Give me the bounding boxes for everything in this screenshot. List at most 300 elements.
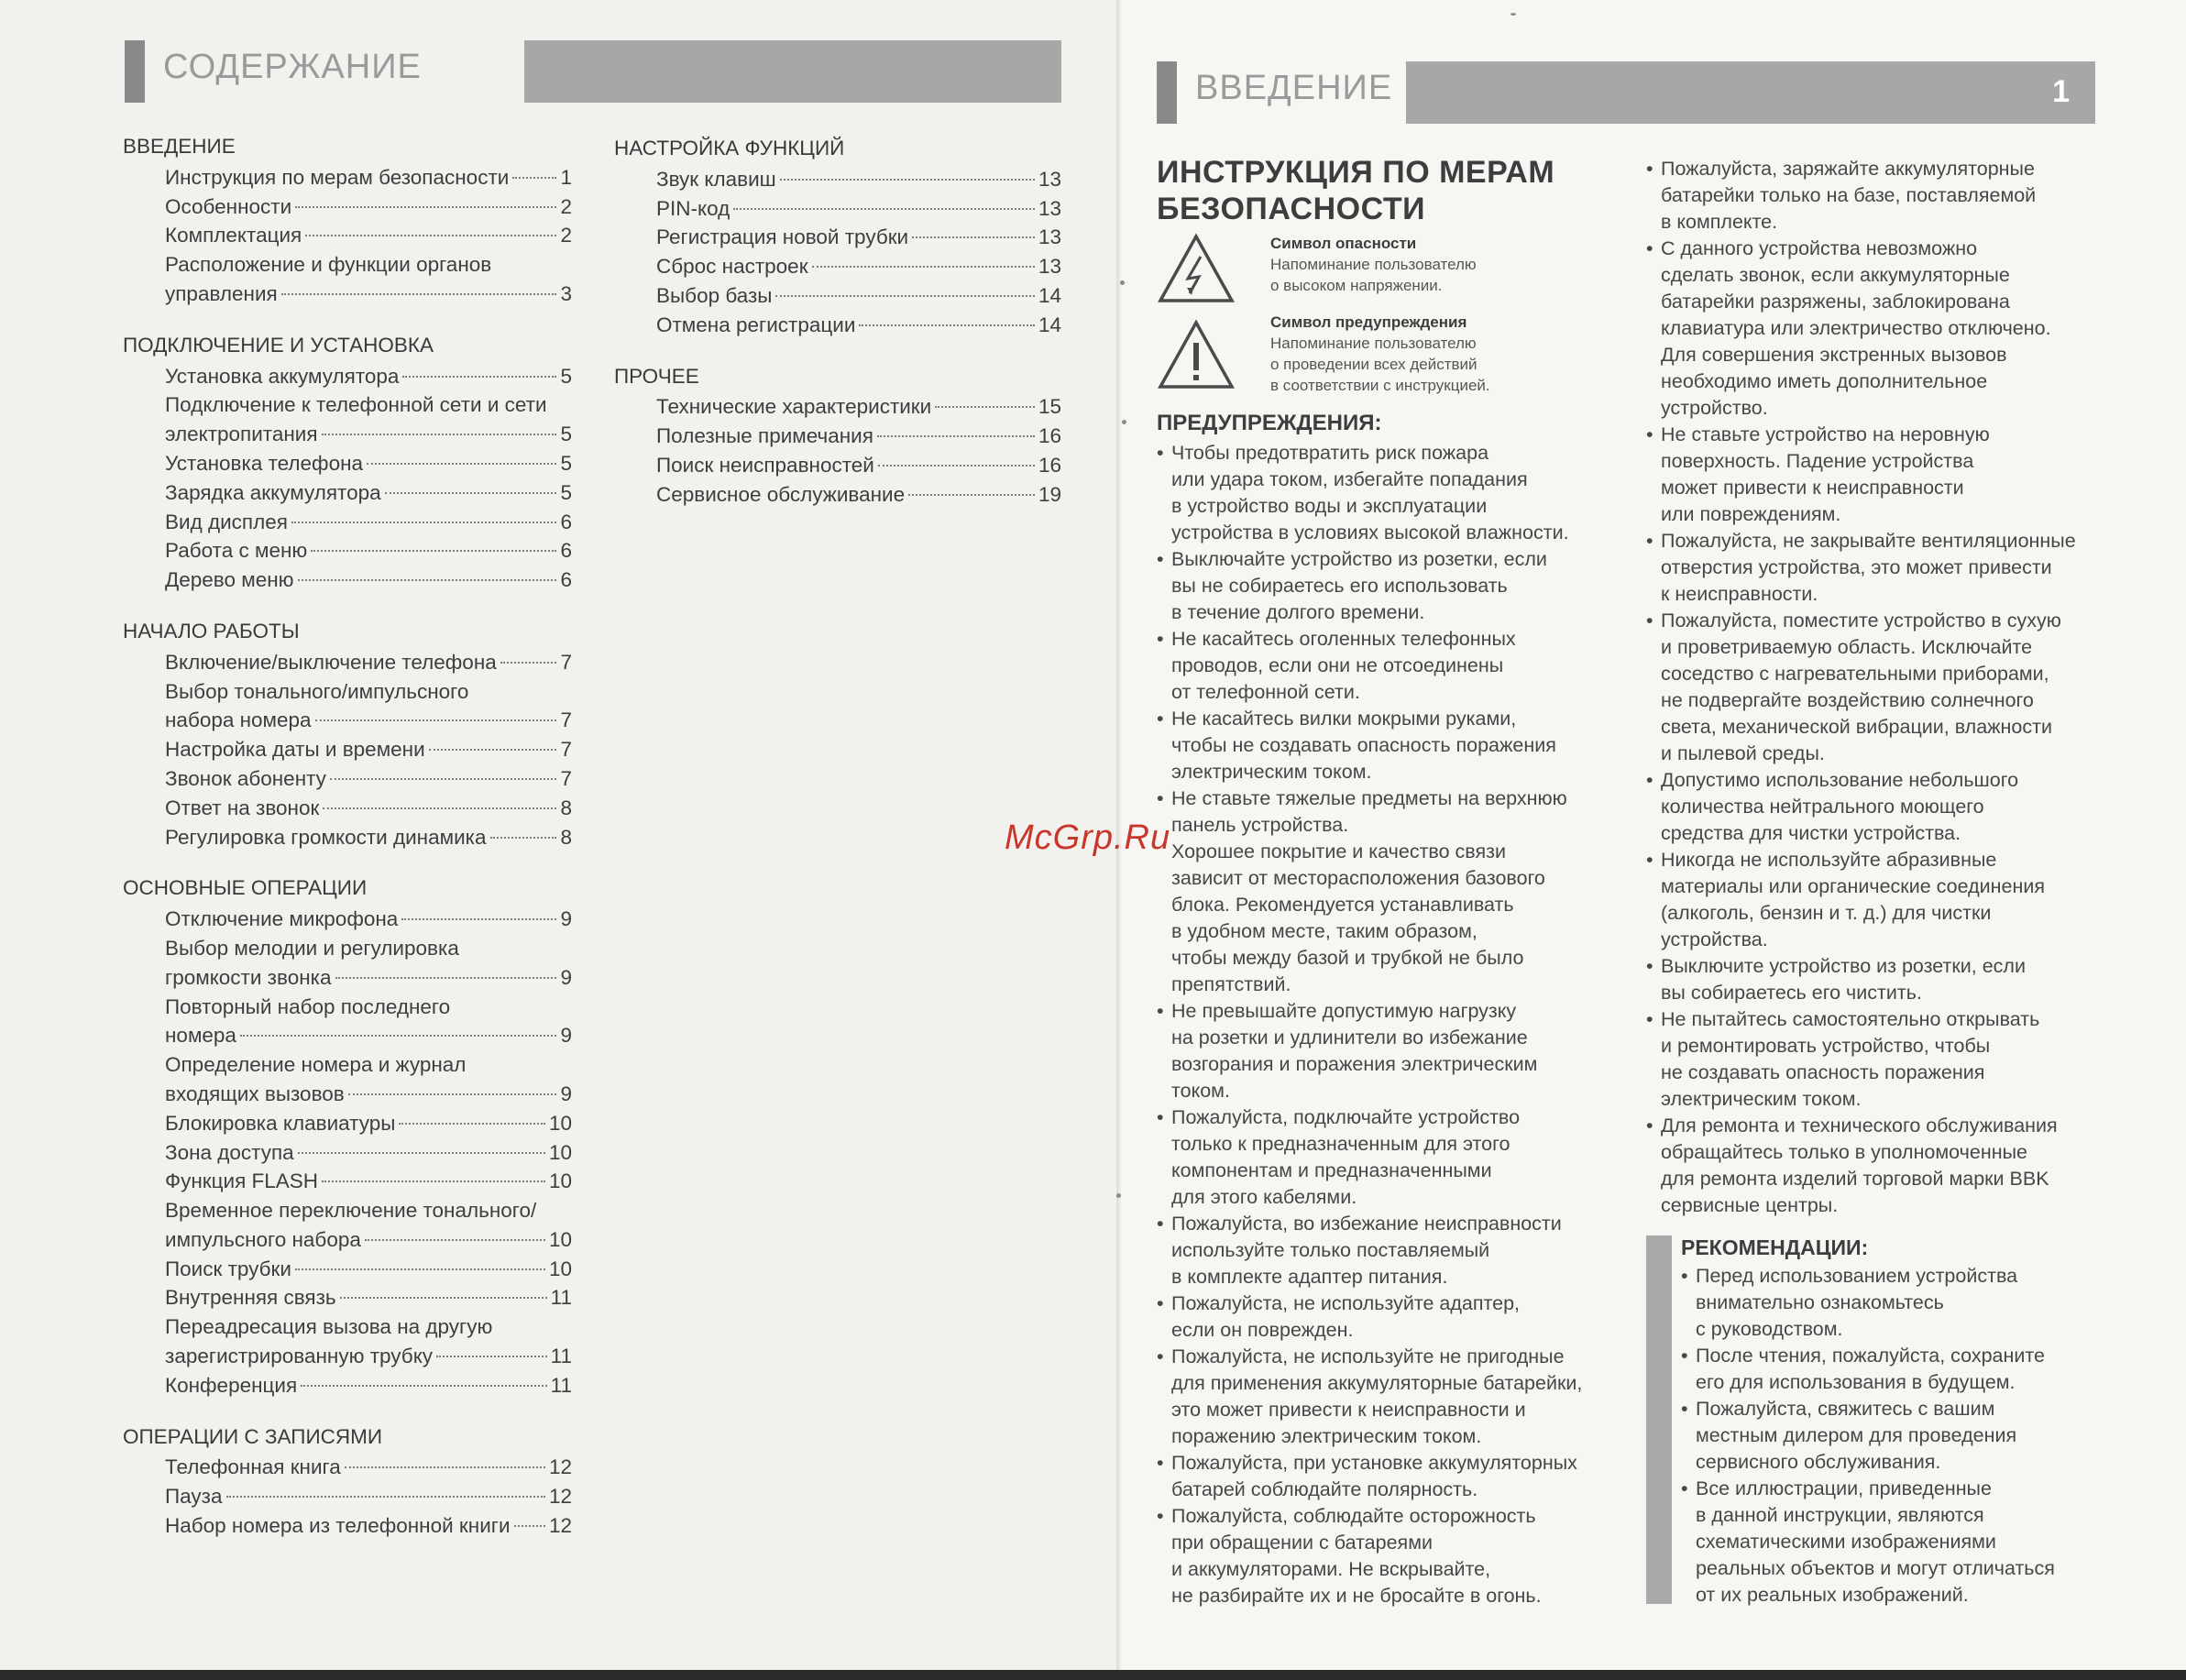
bullet-line: для этого кабелями. xyxy=(1171,1186,1357,1208)
bullet-line: компонентам и предназначенными xyxy=(1171,1159,1492,1181)
bullet-line: для ремонта изделий торговой марки BBK xyxy=(1661,1168,2049,1190)
toc-page-number: 7 xyxy=(560,738,572,762)
toc-leader-dots xyxy=(367,463,556,465)
toc-entry-line: Повторный набор последнего xyxy=(165,994,451,1018)
toc-entry-title: Набор номера из телефонной книги xyxy=(165,1514,511,1538)
bullet-line: материалы или органические соединения xyxy=(1661,875,2045,897)
bullet-line: • После чтения, пожалуйста, сохраните xyxy=(1696,1345,2045,1367)
safety-title: ИНСТРУКЦИЯ ПО МЕРАМ БЕЗОПАСНОСТИ xyxy=(1157,155,1555,226)
bullet-item xyxy=(1157,1104,1624,1211)
bullet-line: • Для ремонта и технического обслуживания xyxy=(1661,1115,2058,1136)
bullet-line: может привести к неисправности xyxy=(1661,477,1964,499)
toc-page-number: 13 xyxy=(1038,225,1061,249)
toc-leader-dots xyxy=(322,434,557,435)
bullet-line: • Пожалуйста, заряжайте аккумуляторные xyxy=(1661,158,2035,180)
bullet-line: • Пожалуйста, свяжитесь с вашим xyxy=(1696,1398,1995,1420)
toc-entry xyxy=(123,1371,572,1400)
toc-entry xyxy=(123,1342,572,1371)
toc-entry xyxy=(123,706,572,735)
toc-page-number: 9 xyxy=(560,907,572,931)
bullet-line: не подвергайте воздействию солнечного xyxy=(1661,689,2034,711)
toc-section-title: ОПЕРАЦИИ С ЗАПИСЯМИ xyxy=(123,1424,383,1448)
bullet-line: от телефонной сети. xyxy=(1171,681,1360,703)
toc-leader-dots xyxy=(780,179,1035,181)
toc-entry-title: Отмена регистрации xyxy=(656,313,856,336)
bullet-line: его для использования в будущем. xyxy=(1696,1371,2016,1393)
toc-leader-dots xyxy=(295,1268,545,1270)
toc-leader-dots xyxy=(240,1035,557,1037)
toc-entry-title: Особенности xyxy=(165,194,292,218)
bullet-item xyxy=(1646,422,2123,528)
bullet-line: • Пожалуйста, не используйте не пригодные xyxy=(1171,1345,1565,1367)
toc-entry xyxy=(123,1255,572,1284)
toc-leader-dots xyxy=(226,1496,545,1498)
bullet-item xyxy=(1157,785,1624,839)
toc-leader-dots xyxy=(291,522,557,523)
bullet-line: сделать звонок, если аккумуляторные xyxy=(1661,264,2010,286)
bullet-line: поверхность. Падение устройства xyxy=(1661,450,1974,472)
toc-entry-line: Выбор тонального/импульсного xyxy=(165,679,469,703)
toc-page-number: 13 xyxy=(1038,255,1061,279)
bullet-item xyxy=(1681,1396,2112,1476)
scan-speck xyxy=(1120,280,1125,285)
recommendations-title: РЕКОМЕНДАЦИИ: xyxy=(1681,1235,1869,1259)
bullet-item xyxy=(1646,156,2123,236)
bullet-item xyxy=(1157,1450,1624,1503)
toc-leader-dots xyxy=(878,465,1035,467)
scan-speck xyxy=(1116,1193,1121,1198)
toc-entry xyxy=(123,420,572,449)
toc-page-number: 12 xyxy=(548,1514,572,1538)
toc-entry-title: Установка телефона xyxy=(165,451,364,475)
toc-entry-line: Расположение и функции органов xyxy=(165,253,492,277)
bullet-item xyxy=(1646,1006,2123,1113)
bullet-line: к неисправности. xyxy=(1661,583,1818,605)
toc-entry-title: Дерево меню xyxy=(165,568,294,592)
bullet-line: батарей соблюдайте полярность. xyxy=(1171,1478,1478,1500)
toc-entry-line: Переадресация вызова на другую xyxy=(165,1315,493,1339)
toc-entry xyxy=(123,1080,572,1109)
toc-entry-title: Телефонная книга xyxy=(165,1455,341,1479)
bullet-item xyxy=(1681,1476,2112,1609)
bullet-item xyxy=(1646,1113,2123,1219)
contents-header xyxy=(125,40,1061,103)
toc-leader-dots xyxy=(775,295,1035,297)
toc-entry xyxy=(123,163,572,192)
bullet-line: • Никогда не используйте абразивные xyxy=(1661,849,1997,871)
bullet-item xyxy=(1157,546,1624,626)
toc-entry-title: Комплектация xyxy=(165,224,302,247)
toc-entry xyxy=(123,449,572,478)
bullet-line: • Выключите устройство из розетки, если xyxy=(1661,955,2026,977)
toc-entry xyxy=(614,194,1061,224)
bullet-line: Для совершения экстренных вызовов xyxy=(1661,344,2007,366)
toc-page-number: 10 xyxy=(548,1111,572,1135)
toc-entry xyxy=(123,1453,572,1482)
toc-entry-title: Отключение микрофона xyxy=(165,907,399,931)
bullet-line: • Выключайте устройство из розетки, если xyxy=(1171,548,1547,570)
bullet-line: в данной инструкции, являются xyxy=(1696,1504,1984,1526)
recommendations-list xyxy=(1681,1263,2112,1609)
toc-entry xyxy=(614,311,1061,340)
toc-entry xyxy=(123,508,572,537)
bullet-line: количества нейтрального моющего xyxy=(1661,796,1984,818)
bullet-line: • Пожалуйста, соблюдайте осторожность xyxy=(1171,1505,1536,1527)
bullet-line: обращайтесь только в уполномоченные xyxy=(1661,1141,2027,1163)
bullet-line: поражению электрическим током. xyxy=(1171,1425,1482,1447)
bullet-line: электрическим током. xyxy=(1661,1088,1862,1110)
warning-symbol-row: Символ предупреждения Напоминание пользователю о проведении всех действий в соответствии с инструкцией. xyxy=(1157,312,1587,403)
toc-entry xyxy=(123,478,572,508)
exclamation-icon xyxy=(1157,319,1236,390)
watermark: McGrp.Ru xyxy=(1005,818,1171,857)
bullet-item xyxy=(1646,953,2123,1006)
toc-entry xyxy=(123,221,572,250)
toc-section-title: НАСТРОЙКА ФУНКЦИЙ xyxy=(614,137,845,159)
toc-page-number: 9 xyxy=(560,1024,572,1048)
toc-page-number: 12 xyxy=(548,1455,572,1479)
toc-entry-title: Поиск трубки xyxy=(165,1257,291,1280)
toc-entry xyxy=(123,1225,572,1255)
toc-entry-title: PIN-код xyxy=(656,196,730,220)
toc-page-number: 16 xyxy=(1038,453,1061,477)
bullet-line: батарейки разряжены, заблокирована xyxy=(1661,291,2010,313)
bullet-item xyxy=(1646,608,2123,767)
bullet-line: от их реальных изображений. xyxy=(1696,1584,1969,1606)
bullet-line: • Все иллюстрации, приведенные xyxy=(1696,1477,1992,1499)
bullet-line: света, механической вибрации, влажности xyxy=(1661,716,2052,738)
toc-entry-title: Технические характеристики xyxy=(656,395,932,419)
bullet-line: в комплекте адаптер питания. xyxy=(1171,1266,1448,1288)
toc-entry-title: Вид дисплея xyxy=(165,510,288,533)
toc-entry-title: Блокировка клавиатуры xyxy=(165,1111,396,1135)
bullet-line: в устройство воды и эксплуатации xyxy=(1171,495,1488,517)
toc-entry-title: Полезные примечания xyxy=(656,424,873,448)
toc-page-number: 6 xyxy=(560,568,572,592)
toc-entry xyxy=(614,392,1061,422)
high-voltage-icon xyxy=(1157,233,1236,304)
warnings-list-left xyxy=(1157,440,1624,1609)
bullet-line: для применения аккумуляторные батарейки, xyxy=(1171,1372,1583,1394)
bullet-line: и аккумуляторами. Не вскрывайте, xyxy=(1171,1558,1491,1580)
toc-leader-dots xyxy=(436,1356,547,1357)
toc-page-number: 5 xyxy=(560,423,572,446)
toc-entry xyxy=(614,223,1061,252)
toc-leader-dots xyxy=(401,918,556,920)
bullet-line: чтобы между базой и трубкой не было xyxy=(1171,947,1524,969)
toc-leader-dots xyxy=(399,1123,545,1125)
bullet-line: используйте только поставляемый xyxy=(1171,1239,1490,1261)
bullet-line: • Не касайтесь вилки мокрыми руками, xyxy=(1171,708,1517,730)
toc-entry-title: Настройка даты и времени xyxy=(165,738,425,762)
bullet-line: • Чтобы предотвратить риск пожара xyxy=(1171,442,1489,464)
bullet-item xyxy=(1157,1503,1624,1609)
bullet-line: сервисного обслуживания. xyxy=(1696,1451,1941,1473)
toc-entry xyxy=(614,480,1061,510)
toc-entry xyxy=(614,281,1061,311)
toc-page-number: 11 xyxy=(550,1286,572,1310)
bullet-line: отверстия устройства, это может привести xyxy=(1661,556,2052,578)
bullet-line: током. xyxy=(1171,1080,1230,1102)
bullet-line: батарейки только на базе, поставляемой xyxy=(1661,184,2037,206)
bullet-item xyxy=(1157,839,1624,998)
bullet-item xyxy=(1157,1211,1624,1290)
toc-entry xyxy=(123,764,572,794)
toc-section-title: НАЧАЛО РАБОТЫ xyxy=(123,619,300,642)
toc-page-number: 5 xyxy=(560,480,572,504)
toc-entry-title: Звонок абоненту xyxy=(165,766,326,790)
toc-entry xyxy=(123,823,572,852)
toc-leader-dots xyxy=(365,1239,545,1241)
toc-entry-title: электропитания xyxy=(165,423,318,446)
bullet-line: местным дилером для проведения xyxy=(1696,1424,2017,1446)
toc-entry xyxy=(123,1482,572,1511)
toc-column-right xyxy=(614,134,1061,510)
bullet-line: • Пожалуйста, поместите устройство в сухую xyxy=(1661,609,2061,631)
toc-entry-title: Зарядка аккумулятора xyxy=(165,480,381,504)
bullet-line: схематическими изображениями xyxy=(1696,1531,1996,1553)
toc-page-number: 6 xyxy=(560,510,572,533)
bullet-line: • Не пытайтесь самостоятельно открывать xyxy=(1661,1008,2040,1030)
toc-column-left xyxy=(123,132,572,1541)
toc-leader-dots xyxy=(490,837,557,839)
toc-page-number: 14 xyxy=(1038,313,1061,336)
toc-leader-dots xyxy=(812,266,1035,268)
bullet-line: с руководством. xyxy=(1696,1318,1843,1340)
bullet-item xyxy=(1646,528,2123,608)
toc-leader-dots xyxy=(514,1525,545,1527)
toc-page-number: 7 xyxy=(560,708,572,732)
toc-leader-dots xyxy=(298,1152,545,1154)
toc-page-number: 10 xyxy=(548,1227,572,1251)
symbols-block xyxy=(1157,233,1587,403)
bullet-line: и пылевой среды. xyxy=(1661,742,1825,764)
toc-entry xyxy=(123,1138,572,1168)
toc-section-title: ОСНОВНЫЕ ОПЕРАЦИИ xyxy=(123,876,368,900)
toc-entry-title: управления xyxy=(165,281,278,305)
toc-entry-title: Внутренняя связь xyxy=(165,1286,336,1310)
bullet-line: • Не ставьте тяжелые предметы на верхнюю xyxy=(1171,787,1567,809)
bullet-line: клавиатура или электричество отключено. xyxy=(1661,317,2051,339)
toc-page-number: 11 xyxy=(550,1373,572,1397)
toc-entry-title: Сброс настроек xyxy=(656,255,808,279)
bullet-item xyxy=(1646,236,2123,422)
bullet-item xyxy=(1646,767,2123,847)
toc-entry-line: Выбор мелодии и регулировка xyxy=(165,936,459,960)
toc-leader-dots xyxy=(305,235,556,236)
bullet-line: внимательно ознакомьтесь xyxy=(1696,1291,1944,1313)
toc-leader-dots xyxy=(301,1385,546,1387)
toc-leader-dots xyxy=(402,376,556,378)
toc-page-number: 2 xyxy=(560,224,572,247)
bullet-line: в течение долгого времени. xyxy=(1171,601,1425,623)
toc-leader-dots xyxy=(323,807,556,809)
warnings-list-right xyxy=(1646,156,2123,1219)
toc-entry xyxy=(123,192,572,222)
scan-speck xyxy=(1122,420,1126,424)
bullet-line: при обращении с батареями xyxy=(1171,1532,1433,1554)
toc-entry xyxy=(123,905,572,934)
toc-entry-title: входящих вызовов xyxy=(165,1082,345,1105)
toc-page-number: 15 xyxy=(1038,395,1061,419)
toc-page-number: 9 xyxy=(560,1082,572,1105)
toc-entry-title: Пауза xyxy=(165,1485,223,1509)
danger-symbol-row: Символ опасности Напоминание пользователю о высоком напряжении. xyxy=(1157,233,1587,312)
toc-section-title: ПОДКЛЮЧЕНИЕ И УСТАНОВКА xyxy=(123,333,434,357)
bullet-line: • С данного устройства невозможно xyxy=(1661,237,1978,259)
bullet-item xyxy=(1681,1343,2112,1396)
toc-entry-title: импульсного набора xyxy=(165,1227,361,1251)
bullet-line: электрическим током. xyxy=(1171,761,1372,783)
toc-leader-dots xyxy=(385,492,557,494)
toc-entry-title: Регистрация новой трубки xyxy=(656,225,909,249)
toc-entry xyxy=(614,451,1061,480)
toc-page-number: 5 xyxy=(560,364,572,388)
toc-entry-title: Сервисное обслуживание xyxy=(656,482,906,506)
toc-page-number: 10 xyxy=(548,1140,572,1164)
bullet-line: (алкоголь, бензин и т. д.) для чистки xyxy=(1661,902,1992,924)
bullet-line: устройство. xyxy=(1661,397,1768,419)
toc-page-number: 8 xyxy=(560,796,572,819)
toc-page-number: 11 xyxy=(550,1345,572,1368)
bullet-line: • Пожалуйста, при установке аккумуляторных xyxy=(1171,1452,1577,1474)
toc-leader-dots xyxy=(859,324,1035,326)
toc-entry xyxy=(123,1283,572,1312)
bullet-line: необходимо иметь дополнительное xyxy=(1661,370,1988,392)
toc-leader-dots xyxy=(335,977,557,979)
toc-page-number: 8 xyxy=(560,825,572,849)
bullet-line: не создавать опасность поражения xyxy=(1661,1061,1985,1083)
toc-leader-dots xyxy=(348,1093,557,1095)
bullet-line: на розетки и удлинители во избежание xyxy=(1171,1027,1528,1049)
bullet-line: • Перед использованием устройства xyxy=(1696,1265,2018,1287)
toc-leader-dots xyxy=(429,749,557,751)
toc-leader-dots xyxy=(298,579,557,581)
bullet-line: • Не ставьте устройство на неровную xyxy=(1661,423,1990,445)
bullet-item xyxy=(1157,998,1624,1104)
bullet-line: это может привести к неисправности и xyxy=(1171,1399,1526,1421)
toc-leader-dots xyxy=(935,406,1035,408)
toc-entry-line: Подключение к телефонной сети и сети xyxy=(165,393,547,417)
toc-page-number: 12 xyxy=(548,1485,572,1509)
recommendations-box xyxy=(1646,1235,2104,1604)
toc-page-number: 9 xyxy=(560,965,572,989)
toc-entry-title: Поиск неисправностей xyxy=(656,453,874,477)
toc-entry-title: номера xyxy=(165,1024,236,1048)
bullet-line: • Не касайтесь оголенных телефонных xyxy=(1171,628,1516,650)
bullet-line: и проветриваемую область. Исключайте xyxy=(1661,636,2033,658)
toc-entry-title: Конференция xyxy=(165,1373,298,1397)
bullet-line: или удара током, избегайте попадания xyxy=(1171,468,1528,490)
toc-entry xyxy=(123,280,572,309)
toc-entry xyxy=(614,422,1061,451)
bullet-item xyxy=(1157,706,1624,785)
toc-page-number: 2 xyxy=(560,194,572,218)
toc-page-number: 3 xyxy=(560,281,572,305)
toc-entry-title: Ответ на звонок xyxy=(165,796,320,819)
bullet-line: в удобном месте, таким образом, xyxy=(1171,920,1477,942)
toc-entry-title: зарегистрированную трубку xyxy=(165,1345,434,1368)
toc-entry xyxy=(123,1021,572,1050)
toc-page-number: 7 xyxy=(560,766,572,790)
toc-entry xyxy=(123,362,572,391)
toc-page-number: 7 xyxy=(560,650,572,674)
warnings-title: ПРЕДУПРЕЖДЕНИЯ: xyxy=(1157,411,1382,435)
toc-entry-title: набора номера xyxy=(165,708,312,732)
bullet-line: блока. Рекомендуется устанавливать xyxy=(1171,894,1514,916)
toc-leader-dots xyxy=(908,494,1035,496)
bullet-line: устройства. xyxy=(1661,928,1768,950)
toc-page-number: 13 xyxy=(1038,167,1061,191)
introduction-title: ВВЕДЕНИЕ xyxy=(1195,69,1393,107)
toc-page-number: 10 xyxy=(548,1169,572,1193)
toc-leader-dots xyxy=(330,778,557,780)
toc-entry-title: Зона доступа xyxy=(165,1140,294,1164)
toc-page-number: 1 xyxy=(560,165,572,189)
bullet-line: Хорошее покрытие и качество связи xyxy=(1171,840,1506,862)
bullet-line: устройства в условиях высокой влажности. xyxy=(1171,522,1569,544)
toc-entry xyxy=(123,565,572,595)
toc-entry xyxy=(123,963,572,993)
bullet-line: • Не превышайте допустимую нагрузку xyxy=(1171,1000,1517,1022)
toc-entry xyxy=(123,735,572,764)
toc-leader-dots xyxy=(512,177,556,179)
bullet-line: зависит от месторасположения базового xyxy=(1171,867,1545,889)
toc-page-number: 10 xyxy=(548,1257,572,1280)
toc-page-number: 6 xyxy=(560,539,572,563)
scan-speck xyxy=(1510,13,1516,16)
toc-entry-line: Определение номера и журнал xyxy=(165,1053,467,1077)
toc-section-title: ПРОЧЕЕ xyxy=(614,364,699,388)
toc-entry xyxy=(614,252,1061,281)
bullet-line: только к предназначенным для этого xyxy=(1171,1133,1510,1155)
bullet-line: возгорания и поражения электрическим xyxy=(1171,1053,1538,1075)
toc-entry-title: Выбор базы xyxy=(656,283,773,307)
toc-entry-title: Инструкция по мерам безопасности xyxy=(165,165,510,189)
bullet-line: и ремонтировать устройство, чтобы xyxy=(1661,1035,1991,1057)
bullet-item xyxy=(1157,1290,1624,1344)
toc-entry xyxy=(123,794,572,823)
toc-entry-title: Функция FLASH xyxy=(165,1169,319,1193)
toc-entry-title: громкости звонка xyxy=(165,965,332,989)
bullet-item xyxy=(1157,626,1624,706)
page-number: 1 xyxy=(2052,74,2070,109)
toc-leader-dots xyxy=(345,1466,545,1468)
introduction-header xyxy=(1157,61,2095,124)
toc-leader-dots xyxy=(322,1180,545,1182)
toc-page-number: 13 xyxy=(1038,196,1061,220)
toc-entry-line: Временное переключение тонального/ xyxy=(165,1199,537,1223)
bullet-line: средства для чистки устройства. xyxy=(1661,822,1961,844)
bullet-item xyxy=(1646,847,2123,953)
bullet-line: или повреждениям. xyxy=(1661,503,1841,525)
bullet-line: реальных объектов и могут отличаться xyxy=(1696,1557,2055,1579)
bullet-item xyxy=(1157,1344,1624,1450)
toc-entry-title: Установка аккумулятора xyxy=(165,364,400,388)
bullet-line: • Допустимо использование небольшого xyxy=(1661,769,2019,791)
bullet-item xyxy=(1681,1263,2112,1343)
toc-leader-dots xyxy=(340,1297,547,1299)
bullet-line: вы не собираетесь его использовать xyxy=(1171,575,1508,597)
toc-entry-title: Включение/выключение телефона xyxy=(165,650,497,674)
toc-leader-dots xyxy=(500,662,557,664)
toc-entry xyxy=(123,536,572,565)
toc-leader-dots xyxy=(311,550,556,552)
toc-page-number: 19 xyxy=(1038,482,1061,506)
bullet-item xyxy=(1157,440,1624,546)
bullet-line: • Пожалуйста, не используйте адаптер, xyxy=(1171,1292,1521,1314)
bullet-line: • Пожалуйста, не закрывайте вентиляционные xyxy=(1661,530,2076,552)
